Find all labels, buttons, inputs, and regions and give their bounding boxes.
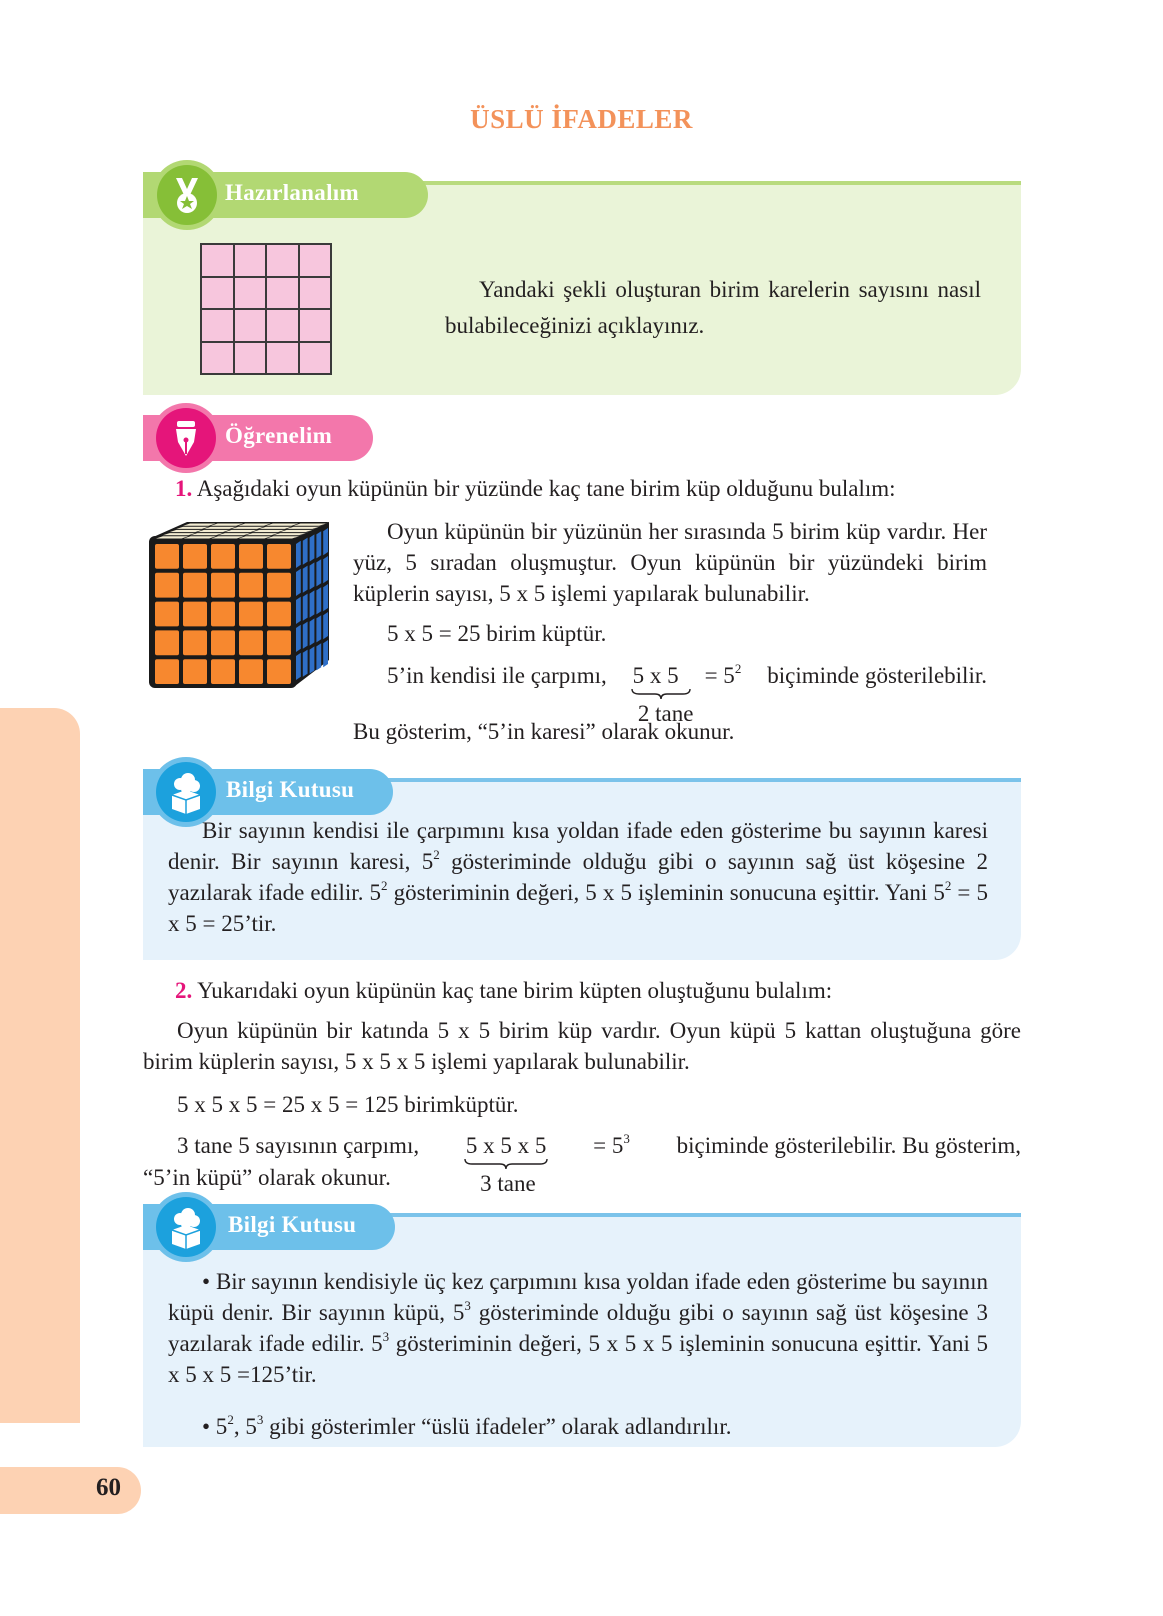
eq2-brace-expression: 5 x 5: [632, 663, 679, 688]
section2-equation-2-line2: “5’in küpü” olarak okunur.: [143, 1165, 391, 1190]
question-1: [175, 473, 995, 504]
eq2-prefix: 5’in kendisi ile çarpımı,: [387, 663, 607, 688]
s2-eq2-brace-expression: 5 x 5 x 5: [465, 1133, 547, 1158]
rubiks-cube-image: [143, 518, 333, 690]
eq2-brace-label: 2 tane: [637, 701, 694, 726]
ogrenelim-label: Öğrenelim: [225, 423, 333, 448]
bilgi-kutusu-2-label: Bilgi Kutusu: [228, 1212, 357, 1237]
s2-eq2-suffix: biçiminde gösterilebilir. Bu gösterim,: [676, 1133, 1021, 1158]
ogrenelim-paragraph-2: Bu gösterim, “5’in karesi” olarak okunur.: [353, 719, 735, 744]
ogrenelim-equation-2: [387, 660, 987, 726]
hazirlanalim-label: Hazırlanalım: [225, 180, 359, 205]
section2-paragraph-1: Oyun küpünün bir katında 5 x 5 birim küp vardır. Oyun küpü 5 kattan oluştuğuna göre birim küplerin sayısı, 5 x 5 x 5 işlemi yapılarak bulunabilir.: [143, 1018, 1021, 1074]
unit-square-grid: [200, 243, 332, 375]
page-number: 60: [96, 1474, 121, 1501]
question-1-number: 1.: [175, 476, 193, 501]
question-2-number: 2.: [175, 978, 193, 1003]
brain-box-icon: [156, 762, 216, 822]
s2-eq2-exponent: 3: [623, 1131, 630, 1146]
eq2-exponent: 2: [734, 661, 742, 676]
medal-icon: [157, 165, 217, 225]
ogrenelim-paragraph-1: Oyun küpünün bir yüzünün her sırasında 5 birim küp vardır. Her yüz, 5 sıradan oluşmuştur. Oyun küpünün bir yüzündeki birim küplerin sayısı, 5 x 5 işlemi yapılarak bulunabilir.: [353, 519, 987, 606]
ogrenelim-equation-1: 5 x 5 = 25 birim küptür.: [387, 621, 607, 646]
bilgi-kutusu-2-bullet-2: • $5^2$, $5^3$ gibi gösterimler “üslü ifadeler” olarak adlandırılır.: [202, 1412, 732, 1439]
eq2-power: = $5^2$: [704, 661, 742, 688]
bilgi-kutusu-2-bullet-1: • Bir sayının kendisiyle üç kez çarpımını kısa yoldan ifade eden gösterime bu sayının küpü denir. Bir sayının küpü, $5^3$ gösteriminde olduğu gibi o sayının sağ üst köşesine 3 yazılarak ifade edilir. $5^3$ gösteriminin değeri, 5 x 5 x 5 işleminin sonucuna eşittir. Yani 5 x 5 x 5 =125’tir.: [168, 1269, 989, 1387]
pen-nib-icon: [156, 408, 216, 468]
question-2-text: Yukarıdaki oyun küpünün kaç tane birim küpten oluştuğunu bulalım:: [197, 978, 833, 1003]
question-2: [175, 975, 995, 1006]
s2-eq2-power: = $5^3$: [593, 1131, 630, 1158]
s2-eq2-underbrace: [465, 1130, 547, 1196]
side-tab: [0, 708, 80, 1423]
bilgi-kutusu-1-label: Bilgi Kutusu: [226, 777, 355, 802]
hazirlanalim-text: Yandaki şekli oluşturan birim karelerin sayısını nasıl bulabileceğinizi açıklayınız.: [445, 277, 981, 338]
eq2-underbrace: [632, 660, 694, 726]
question-1-text: Aşağıdaki oyun küpünün bir yüzünde kaç tane birim küp olduğunu bulalım:: [196, 476, 896, 501]
page-title: ÜSLÜ İFADELER: [470, 104, 693, 134]
bilgi-kutusu-1-text: Bir sayının kendisi ile çarpımını kısa yoldan ifade eden gösterime bu sayının karesi denir. Bir sayının karesi, $5^2$ gösteriminde olduğu gibi o sayının sağ üst köşesine 2 yazılarak ifade edilir. $5^2$ gösteriminin değeri, 5 x 5 işleminin sonucuna eşittir. Yani $5^2 = 5$ x 5 = 25’tir.: [168, 818, 988, 936]
brain-box-icon: [156, 1197, 216, 1257]
s2-eq2-brace-label: 3 tane: [480, 1171, 536, 1196]
eq2-suffix: biçiminde gösterilebilir.: [767, 663, 987, 688]
section2-equation-1: 5 x 5 x 5 = 25 x 5 = 125 birimküptür.: [177, 1092, 519, 1117]
s2-eq2-prefix: 3 tane 5 sayısının çarpımı,: [177, 1133, 420, 1158]
